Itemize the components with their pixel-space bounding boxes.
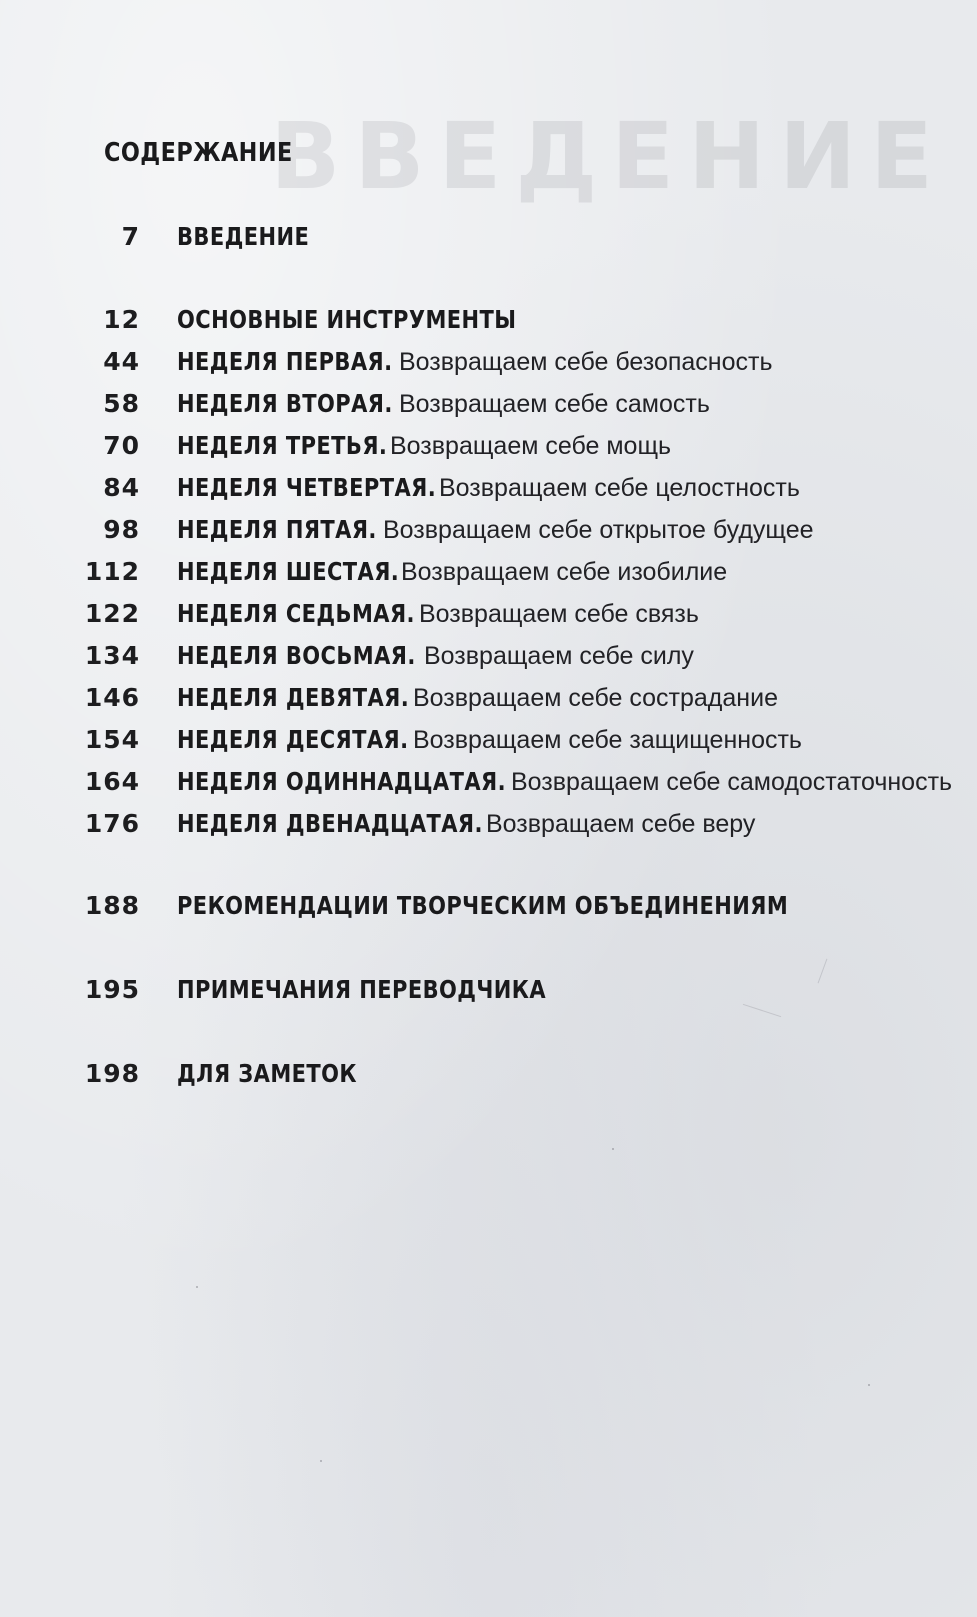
toc-entry-heading: ОСНОВНЫЕ ИНСТРУМЕНТЫ: [177, 305, 517, 334]
toc-entry-heading: НЕДЕЛЯ ПЯТАЯ.: [177, 515, 377, 544]
toc-entry-week-6[interactable]: [0, 554, 977, 594]
bleed-through-text: ВВЕДЕНИЕ: [270, 102, 947, 210]
toc-entry-text: [177, 344, 772, 384]
paper-speck: [320, 1460, 322, 1462]
toc-page-number: 58: [103, 389, 140, 418]
toc-entry-subtitle: Возвращаем себе изобилие: [401, 558, 728, 586]
toc-entry-text: [177, 596, 699, 636]
toc-entry-week-8[interactable]: [0, 638, 977, 678]
toc-entry-text: [177, 764, 952, 804]
toc-entry-heading: ПРИМЕЧАНИЯ ПЕРЕВОДЧИКА: [177, 975, 547, 1004]
toc-entry-subtitle: Возвращаем себе самодостаточность: [511, 768, 953, 796]
toc-entry-text: [177, 638, 694, 678]
toc-entry-subtitle: Возвращаем себе самость: [399, 390, 710, 418]
toc-page-number: 44: [103, 347, 140, 376]
toc-entry-subtitle: Возвращаем себе открытое будущее: [383, 516, 814, 544]
toc-page-number: 98: [103, 515, 140, 544]
toc-entry-basic-tools[interactable]: [0, 302, 977, 342]
toc-entry-week-4[interactable]: [0, 470, 977, 510]
toc-entry-heading: ВВЕДЕНИЕ: [177, 222, 310, 251]
toc-entry-week-2[interactable]: [0, 386, 977, 426]
paper-speck: [868, 1384, 870, 1386]
toc-entry-heading: НЕДЕЛЯ ШЕСТАЯ.: [177, 557, 400, 586]
toc-page-number: 188: [84, 891, 140, 920]
toc-page-number: 154: [84, 725, 140, 754]
toc-entry-heading: ДЛЯ ЗАМЕТОК: [177, 1059, 358, 1088]
toc-entry-heading: НЕДЕЛЯ ТРЕТЬЯ.: [177, 431, 388, 460]
toc-page-number: 198: [84, 1059, 140, 1088]
toc-entry-heading: НЕДЕЛЯ ЧЕТВЕРТАЯ.: [177, 473, 437, 502]
toc-entry-week-11[interactable]: [0, 764, 977, 804]
toc-entry-heading: НЕДЕЛЯ ДВЕНАДЦАТАЯ.: [177, 809, 483, 838]
toc-entry-text: [177, 386, 710, 426]
toc-entry-text: [177, 470, 800, 510]
toc-entry-subtitle: Возвращаем себе защищенность: [413, 726, 802, 754]
toc-page-number: 146: [84, 683, 140, 712]
toc-entry-translator-notes[interactable]: [0, 972, 977, 1012]
toc-entry-subtitle: Возвращаем себе сострадание: [413, 684, 778, 712]
toc-entry-text: [177, 806, 755, 846]
toc-entry-subtitle: Возвращаем себе целостность: [439, 474, 800, 502]
toc-entry-text: [177, 302, 581, 342]
toc-entry-text: [177, 512, 814, 552]
toc-page-number: 112: [84, 557, 140, 586]
toc-page-number: 12: [103, 305, 140, 334]
toc-entry-heading: НЕДЕЛЯ ВТОРАЯ.: [177, 389, 393, 418]
toc-entry-notes[interactable]: [0, 1056, 977, 1096]
toc-entry-subtitle: Возвращаем себе веру: [486, 810, 756, 838]
bleed-through-heading: [270, 102, 947, 210]
toc-entry-text: [177, 219, 334, 259]
toc-entry-recommendations[interactable]: [0, 888, 977, 928]
toc-entry-heading: НЕДЕЛЯ СЕДЬМАЯ.: [177, 599, 415, 628]
toc-entry-subtitle: Возвращаем себе связь: [419, 600, 699, 628]
toc-entry-subtitle: Возвращаем себе силу: [424, 642, 694, 670]
toc-entry-heading: НЕДЕЛЯ ДЕВЯТАЯ.: [177, 683, 410, 712]
toc-page-number: 134: [84, 641, 140, 670]
toc-page-number: 176: [84, 809, 140, 838]
toc-entry-subtitle: Возвращаем себе безопасность: [399, 348, 773, 376]
toc-entry-heading: НЕДЕЛЯ ВОСЬМАЯ.: [177, 641, 416, 670]
toc-entry-text: [177, 722, 802, 762]
toc-entry-text: [177, 428, 671, 468]
toc-entry-week-7[interactable]: [0, 596, 977, 636]
toc-page-number: 164: [84, 767, 140, 796]
toc-entry-introduction[interactable]: [0, 219, 977, 259]
toc-entry-text: [177, 972, 616, 1012]
toc-entry-heading: НЕДЕЛЯ ОДИННАДЦАТАЯ.: [177, 767, 506, 796]
toc-entry-week-5[interactable]: [0, 512, 977, 552]
toc-page-number: 84: [103, 473, 140, 502]
toc-entry-text: [177, 888, 905, 928]
toc-entry-heading: НЕДЕЛЯ ПЕРВАЯ.: [177, 347, 393, 376]
toc-entry-text: [177, 554, 727, 594]
toc-entry-week-12[interactable]: [0, 806, 977, 846]
toc-entry-heading: НЕДЕЛЯ ДЕСЯТАЯ.: [177, 725, 409, 754]
toc-entry-text: [177, 680, 778, 720]
toc-page-number: 7: [121, 222, 140, 251]
toc-entry-week-9[interactable]: [0, 680, 977, 720]
toc-page-number: 122: [84, 599, 140, 628]
toc-entry-week-10[interactable]: [0, 722, 977, 762]
toc-page-number: 70: [103, 431, 140, 460]
toc-entry-week-1[interactable]: [0, 344, 977, 384]
toc-page-number: 195: [84, 975, 140, 1004]
paper-speck: [196, 1286, 198, 1288]
toc-entry-week-3[interactable]: [0, 428, 977, 468]
toc-entry-subtitle: Возвращаем себе мощь: [390, 432, 672, 460]
toc-entry-text: [177, 1056, 391, 1096]
toc-entry-heading: РЕКОМЕНДАЦИИ ТВОРЧЕСКИМ ОБЪЕДИНЕНИЯМ: [177, 891, 789, 920]
contents-heading: СОДЕРЖАНИЕ: [104, 138, 293, 168]
paper-speck: [612, 1148, 614, 1150]
